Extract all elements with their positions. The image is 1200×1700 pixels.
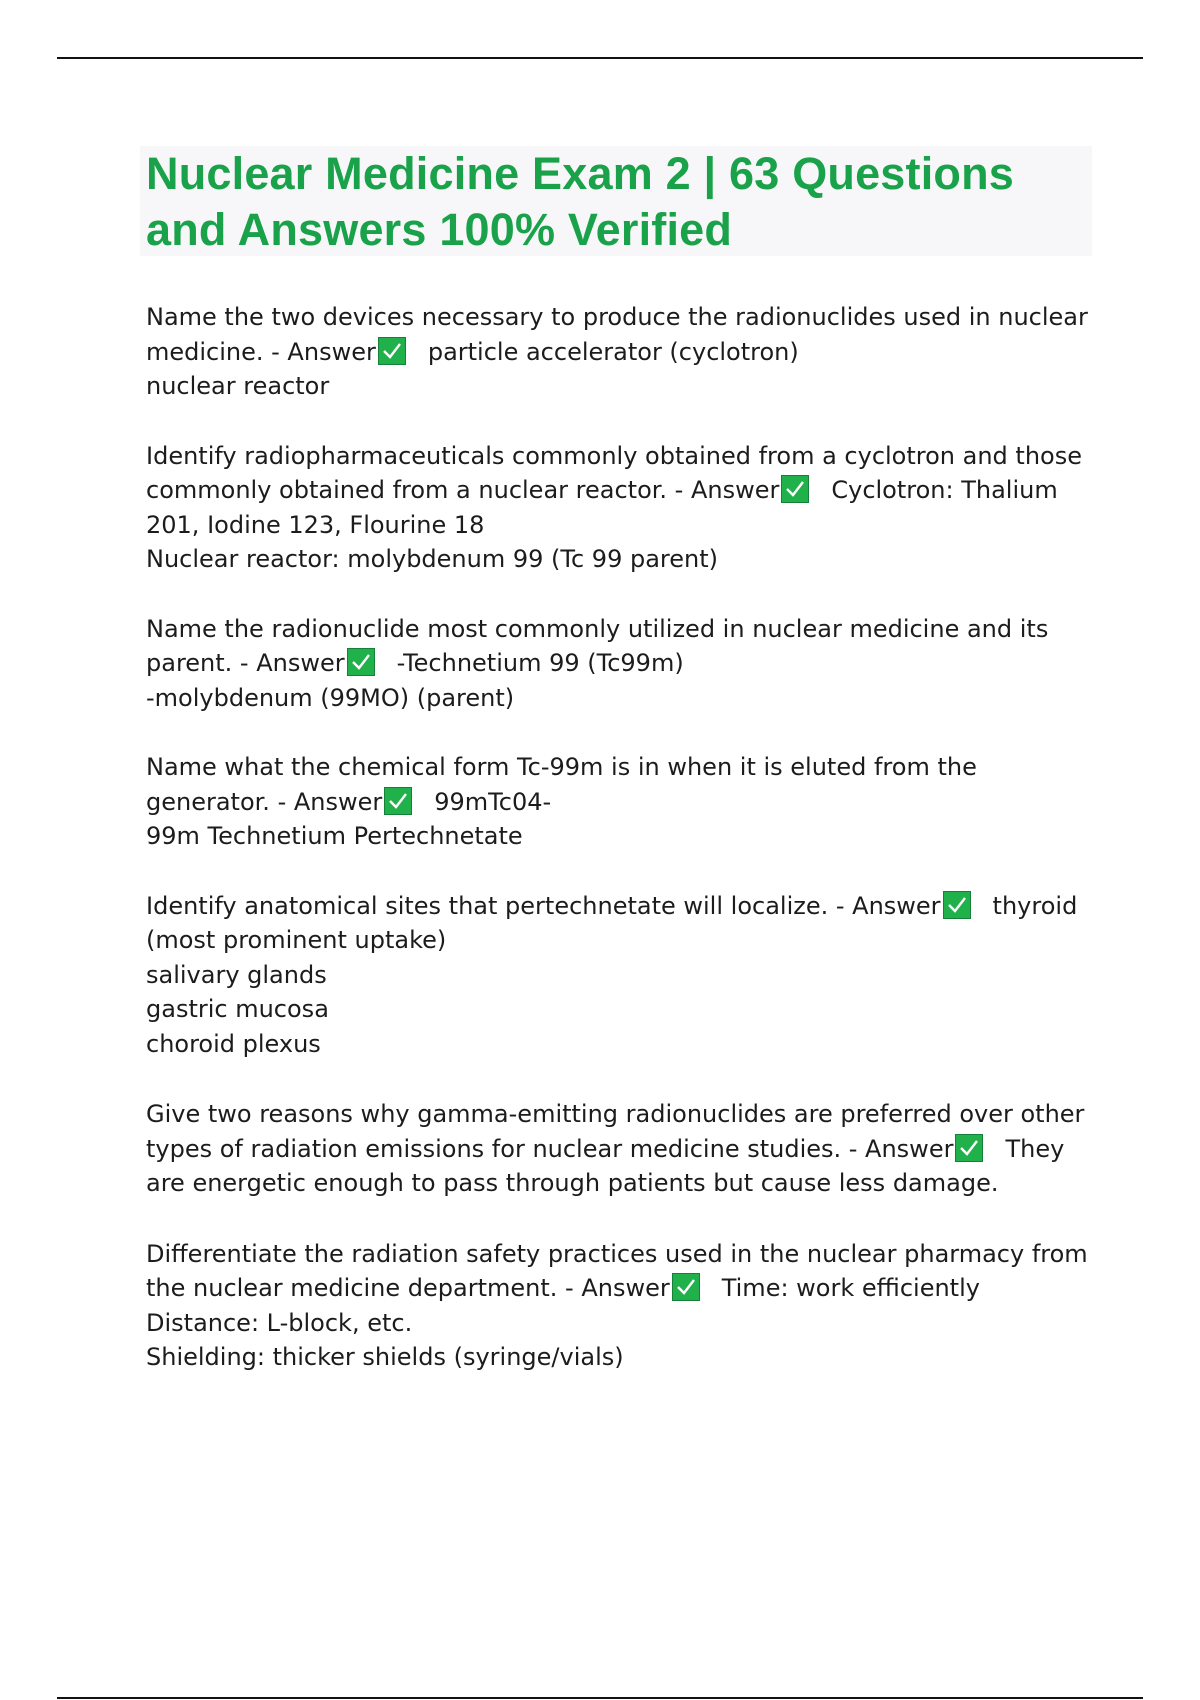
answer-text: They are energetic enough to pass through patients but cause less damage. — [146, 1134, 1065, 1197]
answer-text: 99mTc04- — [434, 787, 552, 816]
qa-item — [146, 439, 1096, 577]
answer-text: particle accelerator (cyclotron) — [427, 337, 799, 366]
question-text: Identify anatomical sites that pertechnetate will localize. - Answer — [146, 891, 941, 920]
question-text: Name the two devices necessary to produce the radionuclides used in nuclear medicine. - Answer — [146, 303, 1088, 366]
footer-rule — [57, 1697, 1143, 1699]
answer-text: -Technetium 99 (Tc99m) — [396, 649, 684, 677]
question-text: Identify radiopharmaceuticals commonly obtained from a cyclotron and those commonly obtained from a nuclear reactor. - Answer — [146, 441, 1082, 504]
question-text: Give two reasons why gamma-emitting radionuclides are preferred over other types of radiation emissions for nuclear medicine studies. - Answer — [146, 1100, 1085, 1163]
qa-list — [146, 300, 1096, 1410]
answer-line: 99m Technetium Pertechnetate — [146, 822, 523, 850]
answer-line: nuclear reactor — [146, 372, 330, 400]
answer-line: -molybdenum (99MO) (parent) — [146, 683, 515, 712]
qa-item — [146, 300, 1096, 404]
answer-line: Shielding: thicker shields (syringe/vials) — [146, 1343, 624, 1371]
check-mark-icon — [378, 337, 406, 365]
answer-line: salivary glands — [146, 960, 327, 989]
check-mark-icon — [943, 891, 971, 919]
question-text: Differentiate the radiation safety practices used in the nuclear pharmacy from the nuclear medicine department. - Answer — [146, 1239, 1088, 1302]
check-mark-icon — [672, 1273, 700, 1301]
check-mark-icon — [781, 475, 809, 503]
answer-text: Cyclotron: Thalium 201, Iodine 123, Flourine 18 — [146, 476, 1058, 539]
answer-line: gastric mucosa — [146, 995, 329, 1023]
title-block — [140, 146, 1092, 256]
qa-item — [146, 1097, 1096, 1201]
qa-item — [146, 889, 1096, 1062]
answer-line: Distance: L-block, etc. — [146, 1308, 413, 1337]
question-text: Name what the chemical form Tc-99m is in when it is eluted from the generator. - Answer — [146, 753, 977, 816]
check-mark-icon — [347, 648, 375, 676]
qa-item — [146, 612, 1096, 716]
question-text: Name the radionuclide most commonly utilized in nuclear medicine and its parent. - Answer — [146, 614, 1049, 677]
answer-line: choroid plexus — [146, 1029, 321, 1058]
qa-item — [146, 750, 1096, 854]
check-mark-icon — [955, 1134, 983, 1162]
document-title: Nuclear Medicine Exam 2 | 63 Questions and Answers 100% Verified — [146, 148, 1015, 255]
answer-text: Time: work efficiently — [721, 1274, 980, 1302]
qa-item — [146, 1237, 1096, 1375]
check-mark-icon — [384, 787, 412, 815]
header-rule — [57, 57, 1143, 59]
answer-line: Nuclear reactor: molybdenum 99 (Tc 99 parent) — [146, 545, 718, 573]
answer-text: thyroid (most prominent uptake) — [146, 891, 1078, 954]
